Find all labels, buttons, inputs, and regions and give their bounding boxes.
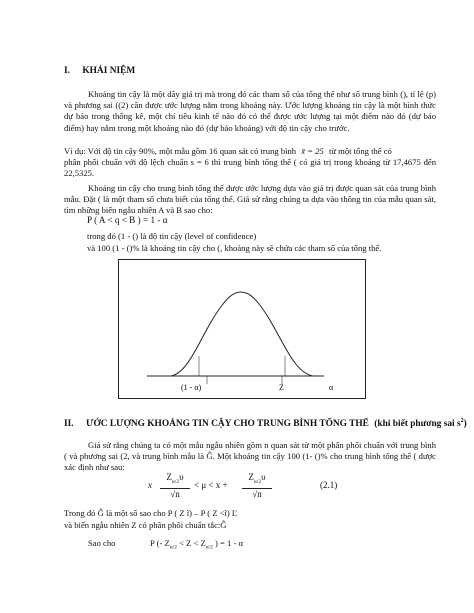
bell-curve-diagram — [119, 260, 365, 398]
paragraph-definition: Khoảng tin cậy là một dãy giá trị mà trong đó các tham số của tổng thể như số trung bình (), tỉ lệ (p) và phương sai ((2) cần được ước lượng nằm trong khoảng này. Ước lượng khoảng tin cậy là một hình thức dự báo trong thống kê, một chỉ tiêu kinh tế nào đó có thể được ước lượng tại một điểm nào đó (dự báo điểm) hay nằm trong một khoảng nào đó (dự báo khoảng) với độ tin cậy cho trước. — [64, 89, 436, 133]
eq-sub-right: α/2 — [253, 478, 262, 485]
eq-sub-left: α/2 — [171, 478, 180, 485]
sao-cho-part-1: P (- Z — [150, 538, 170, 548]
section-1-heading — [64, 66, 135, 76]
sao-cho-part-2: < Z < Z — [179, 538, 206, 548]
confidence-interval-line: và 100 (1 - ()% là khoảng tin cậy cho (, khoảng này sẽ chứa các tham số của tổng thể. — [87, 243, 382, 253]
eq-u-left: υ — [179, 472, 184, 482]
section-2-title-note: (khi biết phương sai s — [374, 419, 461, 430]
example-line-1 — [64, 146, 392, 156]
eq-middle: < μ < x + — [194, 480, 228, 490]
section-2-title-superscript: 2 — [460, 418, 464, 424]
section-2-number: II. — [64, 419, 74, 430]
sao-cho-formula — [150, 538, 243, 551]
eq-numerator-right — [242, 472, 272, 489]
eq-denominator-right: √n — [252, 488, 262, 499]
example-text-a: Ví dụ: Với độ tin cậy 90%, một mẫu gồm 16 quan sát có trung bình — [64, 146, 297, 156]
eq-numerator-left — [160, 472, 190, 489]
paragraph-interval-estimation: Khoảng tin cậy cho trung bình tổng thể được ước lượng dựa vào giá trị được quan sát của trung bình mẫu. Đặt ( là một tham số chưa biết của tổng thể. Giả sử rằng chúng ta dựa vào thông tin của mẫu quan sát, tìm những biến ngẫu nhiên A và B sao cho: — [64, 183, 436, 216]
equation-number: (2.1) — [320, 480, 338, 490]
example-xbar: x̄ = 25 — [301, 146, 324, 156]
eq-u-right: υ — [261, 472, 266, 482]
figure-label-confidence: (1 - α) — [181, 383, 202, 392]
section-1-number: I. — [64, 66, 70, 76]
eq-fraction-left — [160, 472, 190, 500]
sao-cho-sub-2: α/2 — [205, 544, 213, 551]
bell-curve — [171, 292, 313, 376]
definition-z-line: Trong đó Ĝ là một số sao cho P ( Z ĩ) – P ( Z <ĩ) Ľ — [64, 508, 238, 518]
section-2-heading — [64, 418, 467, 429]
figure-label-alpha: α — [329, 383, 334, 392]
section-2-title-close: ) — [463, 419, 467, 430]
normal-distribution-figure — [118, 259, 366, 399]
sao-cho-label: Sao cho — [88, 538, 116, 548]
probability-formula: P ( A < q < B ) = 1 - α — [87, 215, 168, 225]
example-text-b: từ một tổng thể có — [328, 146, 392, 156]
section-1-title: KHÁI NIỆM — [82, 66, 136, 76]
sao-cho-part-3: ) = 1 - α — [215, 538, 243, 548]
confidence-level-line: trong đó (1 - () là độ tin cậy (level of confidence) — [87, 231, 257, 241]
eq-z-right: Z — [248, 472, 254, 482]
eq-denominator-left: √n — [170, 488, 180, 499]
paragraph-sample-mean: Giả sử rằng chúng ta có một mẫu ngẫu nhiên gồm n quan sát từ một phân phối chuẩn với trung bình ( và phương sai (2, và trung bình mẫu là Ĝ. Một khoảng tin cậy 100 (1- ()% cho trung bình tổng thể ( được xác định như sau: — [64, 440, 436, 473]
example-rest: phân phối chuẩn với độ lệch chuẩn s = 6 thì trung bình tổng thể ( có giá trị trong khoảng từ 17,4675 đến 22,5325. — [64, 157, 436, 179]
sao-cho-sub-1: α/2 — [169, 544, 177, 551]
section-2-title: ƯỚC LƯỢNG KHOẢNG TIN CẬY CHO TRUNG BÌNH TỔNG THỂ — [85, 419, 369, 430]
eq-x-left: x — [148, 480, 152, 490]
standard-normal-line: và biến ngẫu nhiên Z có phân phối chuẩn tắc:Ĝ — [64, 520, 227, 530]
eq-z-left: Z — [166, 472, 172, 482]
eq-fraction-right — [242, 472, 272, 500]
figure-label-z: Z — [279, 383, 284, 392]
